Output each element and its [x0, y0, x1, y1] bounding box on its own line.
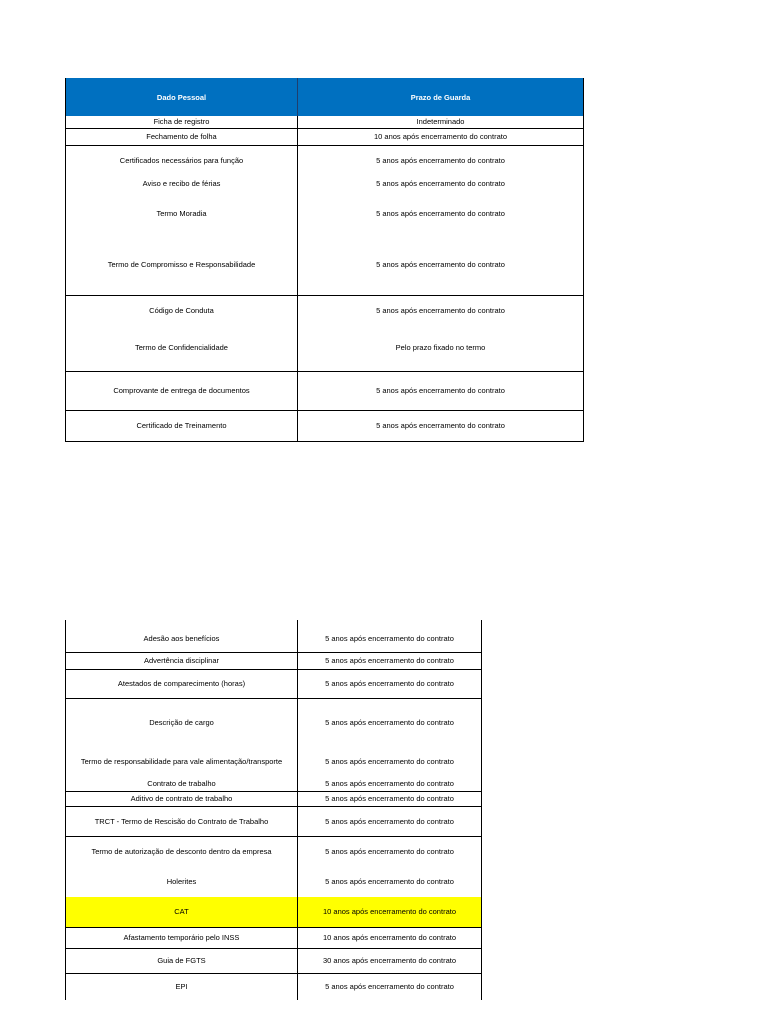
cell-dado: Contrato de trabalho: [66, 777, 298, 791]
table-row: [66, 620, 482, 652]
header-prazo-de-guarda: Prazo de Guarda: [298, 78, 584, 116]
cell-dado: Termo Moradia: [66, 191, 298, 235]
table-row: [66, 669, 482, 698]
cell-prazo: 5 anos após encerramento do contrato: [298, 777, 482, 791]
table-row: [66, 927, 482, 948]
cell-prazo: 5 anos após encerramento do contrato: [298, 371, 584, 410]
cell-dado: Termo de Confidencialidade: [66, 325, 298, 371]
cell-dado: Comprovante de entrega de documentos: [66, 371, 298, 410]
table-row: [66, 652, 482, 669]
cell-prazo: Pelo prazo fixado no termo: [395, 343, 486, 353]
cell-prazo: 5 anos após encerramento do contrato: [298, 836, 482, 866]
cell-dado: Certificados necessários para função: [66, 145, 298, 175]
cell-dado: Código de Conduta: [66, 295, 298, 325]
table-row: [66, 973, 482, 1000]
cell-dado: Descrição de cargo: [66, 698, 298, 746]
table-row: [66, 371, 584, 410]
table-row: [66, 777, 482, 791]
table-row: [66, 325, 584, 371]
cell-dado: Adesão aos benefícios: [66, 620, 298, 652]
table-row: [66, 836, 482, 866]
cell-prazo: 5 anos após encerramento do contrato: [298, 295, 584, 325]
cell-dado: Aditivo de contrato de trabalho: [66, 791, 298, 806]
cell-prazo: 5 anos após encerramento do contrato: [298, 746, 482, 777]
table-row: [66, 410, 584, 441]
cell-prazo: Indeterminado: [416, 117, 465, 127]
table-row-highlighted: [66, 897, 482, 927]
cell-prazo: 10 anos após encerramento do contrato: [298, 897, 482, 927]
cell-prazo: 5 anos após encerramento do contrato: [298, 973, 482, 1000]
cell-dado: TRCT - Termo de Rescisão do Contrato de Trabalho: [66, 806, 298, 836]
cell-prazo: 5 anos após encerramento do contrato: [298, 866, 482, 897]
table-row: [66, 145, 584, 175]
cell-dado: Afastamento temporário pelo INSS: [66, 927, 298, 948]
cell-prazo: 5 anos após encerramento do contrato: [298, 145, 584, 175]
cell-prazo: 5 anos após encerramento do contrato: [298, 652, 482, 669]
table-row: [66, 116, 584, 128]
table-row: [66, 948, 482, 973]
cell-dado: Fechamento de folha: [66, 128, 298, 145]
cell-dado: EPI: [66, 973, 298, 1000]
cell-prazo: 5 anos após encerramento do contrato: [376, 260, 505, 270]
cell-prazo: 10 anos após encerramento do contrato: [298, 128, 584, 145]
table-header-row: [66, 78, 584, 116]
cell-prazo: 5 anos após encerramento do contrato: [298, 806, 482, 836]
cell-dado: Ficha de registro: [66, 116, 298, 128]
table-row: [66, 235, 584, 295]
cell-dado: Certificado de Treinamento: [66, 410, 298, 441]
cell-prazo: 30 anos após encerramento do contrato: [298, 948, 482, 973]
retention-table-2: [65, 620, 482, 1000]
cell-dado: Guia de FGTS: [66, 948, 298, 973]
table-row: [66, 295, 584, 325]
retention-table-1: [65, 78, 584, 442]
cell-prazo: 5 anos após encerramento do contrato: [298, 698, 482, 746]
table-row: [66, 746, 482, 777]
table-row: [66, 698, 482, 746]
table-row: [66, 128, 584, 145]
table-row: [66, 806, 482, 836]
cell-prazo: 5 anos após encerramento do contrato: [298, 791, 482, 806]
cell-dado: Termo de autorização de desconto dentro da empresa: [66, 836, 298, 866]
cell-prazo: 5 anos após encerramento do contrato: [376, 208, 505, 218]
cell-prazo: 5 anos após encerramento do contrato: [376, 178, 505, 188]
cell-prazo: 5 anos após encerramento do contrato: [298, 669, 482, 698]
cell-dado: Aviso e recibo de férias: [66, 175, 298, 191]
cell-prazo: 5 anos após encerramento do contrato: [298, 620, 482, 652]
cell-dado: Holerites: [66, 866, 298, 897]
cell-dado: Atestados de comparecimento (horas): [66, 669, 298, 698]
cell-prazo: 5 anos após encerramento do contrato: [298, 410, 584, 441]
cell-dado: Termo de Compromisso e Responsabilidade: [66, 235, 298, 295]
cell-dado: CAT: [66, 897, 298, 927]
cell-dado: Advertência disciplinar: [66, 652, 298, 669]
table-row: [66, 175, 584, 191]
table-row: [66, 791, 482, 806]
cell-prazo: 10 anos após encerramento do contrato: [298, 927, 482, 948]
header-dado-pessoal: Dado Pessoal: [66, 78, 298, 116]
table-row: [66, 191, 584, 235]
table-row: [66, 866, 482, 897]
cell-dado: Termo de responsabilidade para vale alimentação/transporte: [66, 746, 298, 777]
